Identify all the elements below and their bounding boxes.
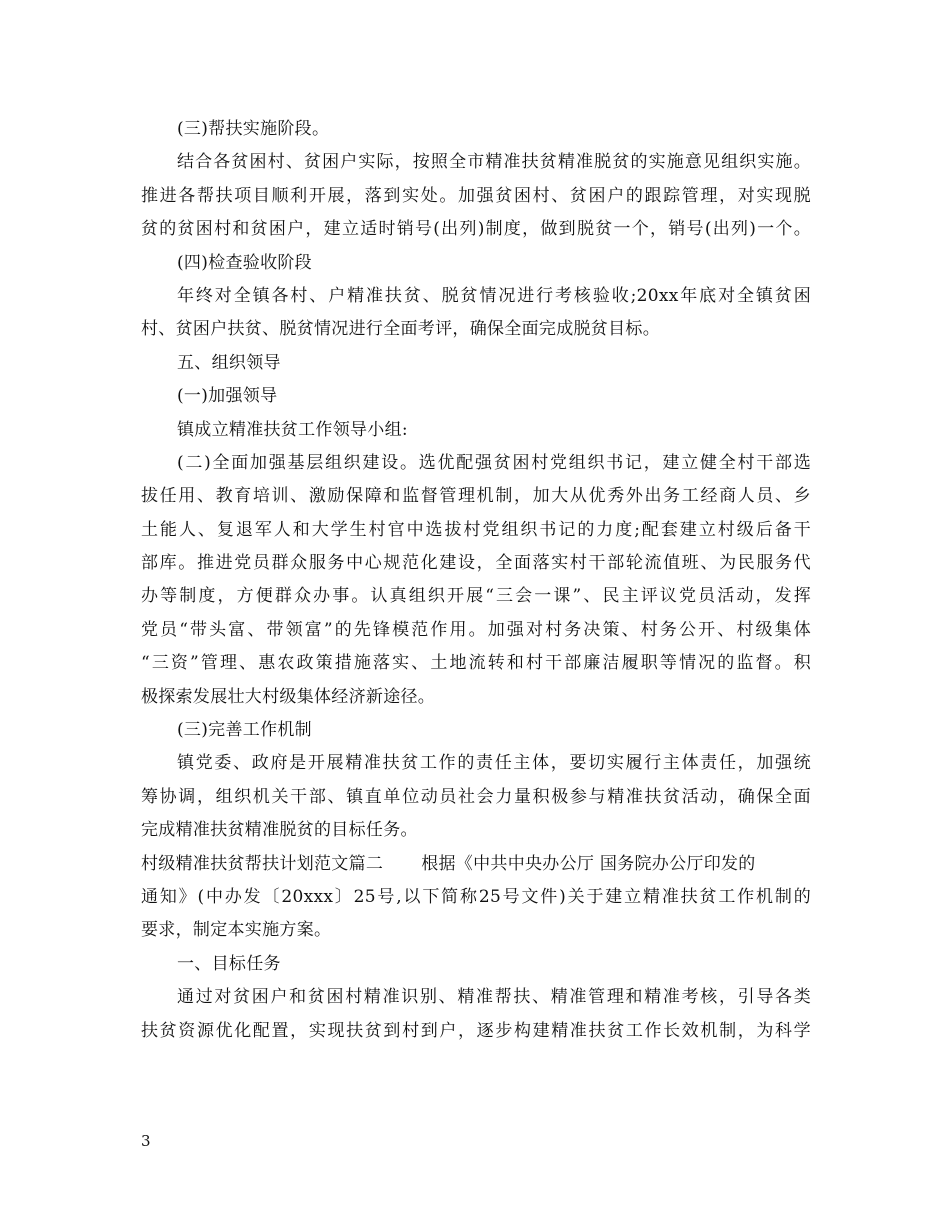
subheading-inspection-stage: (四)检查验收阶段 xyxy=(177,252,312,273)
article-title-line xyxy=(141,848,811,881)
article-title: 村级精准扶贫帮扶计划范文篇二 xyxy=(141,853,384,874)
paragraph-line: (二)全面加强基层组织建设。选优配强贫困村党组织书记，建立健全村干部选 xyxy=(177,452,811,473)
subheading-strengthen-leadership: (一)加强领导 xyxy=(177,386,278,407)
paragraph-line: 土能人、复退军人和大学生村官中选拔村党组织书记的力度;配套建立村级后备干 xyxy=(141,519,811,540)
paragraph-line: 完成精准扶贫精准脱贫的目标任务。 xyxy=(141,820,418,841)
section-heading-organization: 五、组织领导 xyxy=(177,352,281,373)
paragraph-line: 党员“带头富、带领富”的先锋模范作用。加强对村务决策、村务公开、村级集体 xyxy=(141,619,811,640)
paragraph-line: 镇成立精准扶贫工作领导小组: xyxy=(177,419,408,440)
section-heading-goals: 一、目标任务 xyxy=(177,953,281,974)
paragraph-line: 根据《中共中央办公厅 国务院办公厅印发的 xyxy=(421,853,756,874)
document-body xyxy=(141,113,811,1048)
paragraph-line: 镇党委、政府是开展精准扶贫工作的责任主体，要切实履行主体责任，加强统 xyxy=(177,753,811,774)
paragraph-line: 筹协调，组织机关干部、镇直单位动员社会力量积极参与精准扶贫活动，确保全面 xyxy=(141,786,811,807)
subheading-work-mechanism: (三)完善工作机制 xyxy=(177,720,312,741)
paragraph-line: 极探索发展壮大村级集体经济新途径。 xyxy=(141,686,436,707)
paragraph-line: 要求，制定本实施方案。 xyxy=(141,920,332,941)
paragraph-line: 拔任用、教育培训、激励保障和监督管理机制，加大从优秀外出务工经商人员、乡 xyxy=(141,486,811,507)
paragraph-line: 办等制度，方便群众办事。认真组织开展“三会一课”、民主评议党员活动，发挥 xyxy=(141,586,811,607)
page-number: 3 xyxy=(141,1132,151,1150)
paragraph-line: 通知》(中办发〔20xxx〕25号,以下简称25号文件)关于建立精准扶贫工作机制的 xyxy=(141,886,811,907)
paragraph-line: “三资”管理、惠农政策措施落实、土地流转和村干部廉洁履职等情况的监督。积 xyxy=(141,653,811,674)
paragraph-line: 部库。推进党员群众服务中心规范化建设，全面落实村干部轮流值班、为民服务代 xyxy=(141,553,811,574)
paragraph-line: 贫的贫困村和贫困户，建立适时销号(出列)制度，做到脱贫一个，销号(出列)一个。 xyxy=(141,219,811,240)
paragraph-line: 年终对全镇各村、户精准扶贫、脱贫情况进行考核验收;20xx年底对全镇贫困 xyxy=(177,285,811,306)
paragraph-line: 通过对贫困户和贫困村精准识别、精准帮扶、精准管理和精准考核，引导各类 xyxy=(177,987,811,1008)
subheading-implementation-stage: (三)帮扶实施阶段。 xyxy=(177,119,330,139)
paragraph-line: 扶贫资源优化配置，实现扶贫到村到户，逐步构建精准扶贫工作长效机制，为科学 xyxy=(141,1020,811,1041)
paragraph-line: 村、贫困户扶贫、脱贫情况进行全面考评，确保全面完成脱贫目标。 xyxy=(141,319,660,340)
paragraph-line: 结合各贫困村、贫困户实际，按照全市精准扶贫精准脱贫的实施意见组织实施。 xyxy=(177,152,811,173)
paragraph-line: 推进各帮扶项目顺利开展，落到实处。加强贫困村、贫困户的跟踪管理，对实现脱 xyxy=(141,185,811,206)
